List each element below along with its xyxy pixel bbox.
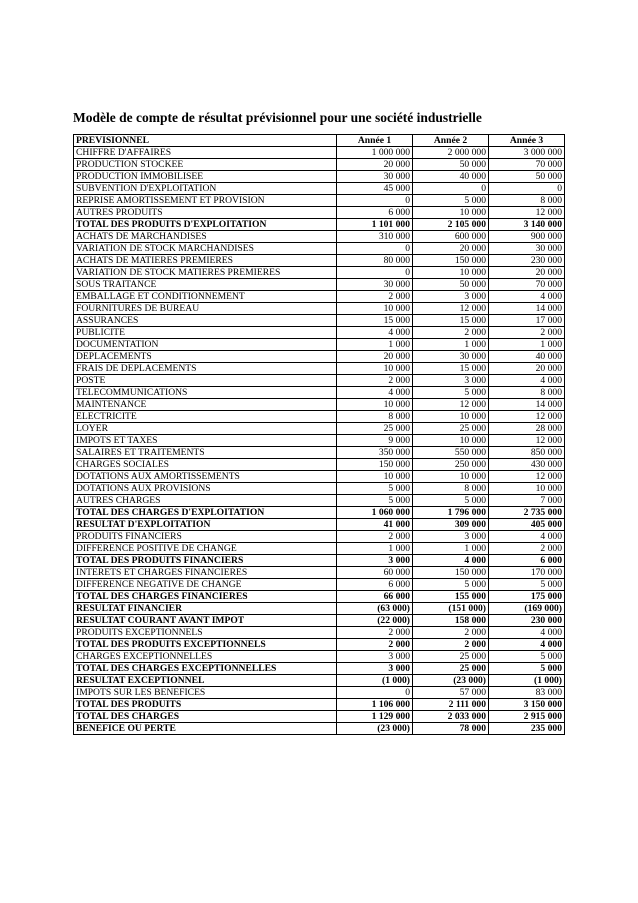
row-value-year-2: 5 000	[413, 195, 489, 207]
table-row	[74, 507, 565, 519]
row-value-year-1: 1 000	[337, 543, 413, 555]
row-value-year-1: 0	[337, 195, 413, 207]
row-label: ELECTRICITE	[74, 411, 337, 423]
row-value-year-2: 3 000	[413, 375, 489, 387]
row-label: PRODUCTION IMMOBILISEE	[74, 171, 337, 183]
table-row	[74, 687, 565, 699]
row-value-year-1: 1 000 000	[337, 147, 413, 159]
table-row	[74, 231, 565, 243]
row-label: MAINTENANCE	[74, 399, 337, 411]
row-value-year-1: 350 000	[337, 447, 413, 459]
row-value-year-2: 0	[413, 183, 489, 195]
row-value-year-1: 1 060 000	[337, 507, 413, 519]
row-value-year-1: 3 000	[337, 555, 413, 567]
row-label: FOURNITURES DE BUREAU	[74, 303, 337, 315]
row-label: SOUS TRAITANCE	[74, 279, 337, 291]
row-value-year-1: (22 000)	[337, 615, 413, 627]
row-value-year-3: 0	[489, 183, 565, 195]
row-label: EMBALLAGE ET CONDITIONNEMENT	[74, 291, 337, 303]
row-value-year-2: 1 000	[413, 339, 489, 351]
row-value-year-3: 12 000	[489, 435, 565, 447]
row-value-year-1: 10 000	[337, 399, 413, 411]
row-value-year-1: (63 000)	[337, 603, 413, 615]
row-value-year-3: 70 000	[489, 279, 565, 291]
row-value-year-1: 0	[337, 267, 413, 279]
table-row	[74, 483, 565, 495]
table-row	[74, 207, 565, 219]
table-row	[74, 555, 565, 567]
row-value-year-2: 250 000	[413, 459, 489, 471]
row-value-year-2: 25 000	[413, 423, 489, 435]
row-value-year-2: (23 000)	[413, 675, 489, 687]
header-year-3: Année 3	[489, 135, 565, 147]
row-value-year-3: 30 000	[489, 243, 565, 255]
row-value-year-3: 7 000	[489, 495, 565, 507]
row-value-year-3: 2 915 000	[489, 711, 565, 723]
row-label: CHIFFRE D'AFFAIRES	[74, 147, 337, 159]
row-value-year-3: 170 000	[489, 567, 565, 579]
table-row	[74, 579, 565, 591]
row-value-year-1: (23 000)	[337, 723, 413, 735]
row-value-year-2: 12 000	[413, 303, 489, 315]
row-value-year-2: 3 000	[413, 291, 489, 303]
row-label: TOTAL DES CHARGES	[74, 711, 337, 723]
row-value-year-2: 600 000	[413, 231, 489, 243]
row-label: VARIATION DE STOCK MATIERES PREMIERES	[74, 267, 337, 279]
row-label: DIFFERENCE NEGATIVE DE CHANGE	[74, 579, 337, 591]
row-value-year-2: 57 000	[413, 687, 489, 699]
row-value-year-2: 25 000	[413, 663, 489, 675]
row-value-year-1: 150 000	[337, 459, 413, 471]
row-value-year-1: 4 000	[337, 327, 413, 339]
table-row	[74, 543, 565, 555]
row-value-year-3: 430 000	[489, 459, 565, 471]
row-value-year-3: 12 000	[489, 411, 565, 423]
row-value-year-3: 6 000	[489, 555, 565, 567]
row-value-year-3: 28 000	[489, 423, 565, 435]
row-label: TOTAL DES PRODUITS EXCEPTIONNELS	[74, 639, 337, 651]
row-label: LOYER	[74, 423, 337, 435]
row-label: PRODUITS FINANCIERS	[74, 531, 337, 543]
table-row	[74, 591, 565, 603]
row-value-year-3: 2 735 000	[489, 507, 565, 519]
row-value-year-1: 2 000	[337, 375, 413, 387]
row-value-year-1: 3 000	[337, 651, 413, 663]
row-value-year-1: 9 000	[337, 435, 413, 447]
row-value-year-1: 60 000	[337, 567, 413, 579]
row-value-year-2: 550 000	[413, 447, 489, 459]
row-value-year-1: (1 000)	[337, 675, 413, 687]
row-value-year-2: 309 000	[413, 519, 489, 531]
table-row	[74, 723, 565, 735]
row-value-year-1: 1 101 000	[337, 219, 413, 231]
table-row	[74, 567, 565, 579]
table-row	[74, 183, 565, 195]
row-value-year-1: 10 000	[337, 471, 413, 483]
row-value-year-1: 8 000	[337, 411, 413, 423]
row-value-year-2: 2 105 000	[413, 219, 489, 231]
row-value-year-3: 3 150 000	[489, 699, 565, 711]
table-row	[74, 327, 565, 339]
row-value-year-3: 4 000	[489, 531, 565, 543]
table-header-row	[74, 135, 565, 147]
row-label: DOCUMENTATION	[74, 339, 337, 351]
row-value-year-1: 1 129 000	[337, 711, 413, 723]
row-value-year-1: 15 000	[337, 315, 413, 327]
table-row	[74, 195, 565, 207]
row-value-year-1: 2 000	[337, 531, 413, 543]
row-value-year-3: 4 000	[489, 627, 565, 639]
row-value-year-2: 8 000	[413, 483, 489, 495]
row-value-year-1: 1 000	[337, 339, 413, 351]
row-value-year-2: 150 000	[413, 255, 489, 267]
table-row	[74, 243, 565, 255]
table-row	[74, 399, 565, 411]
table-body	[74, 147, 565, 735]
row-label: POSTE	[74, 375, 337, 387]
table-row	[74, 711, 565, 723]
row-value-year-1: 1 106 000	[337, 699, 413, 711]
table-row	[74, 603, 565, 615]
row-value-year-1: 10 000	[337, 303, 413, 315]
row-value-year-1: 80 000	[337, 255, 413, 267]
table-row	[74, 387, 565, 399]
row-value-year-3: 70 000	[489, 159, 565, 171]
row-label: TOTAL DES CHARGES EXCEPTIONNELLES	[74, 663, 337, 675]
row-label: ASSURANCES	[74, 315, 337, 327]
row-value-year-1: 5 000	[337, 483, 413, 495]
row-value-year-3: 4 000	[489, 639, 565, 651]
row-value-year-1: 4 000	[337, 387, 413, 399]
row-label: PRODUCTION STOCKEE	[74, 159, 337, 171]
row-value-year-1: 6 000	[337, 579, 413, 591]
row-value-year-3: 1 000	[489, 339, 565, 351]
row-value-year-1: 0	[337, 687, 413, 699]
row-value-year-3: (169 000)	[489, 603, 565, 615]
row-value-year-3: 405 000	[489, 519, 565, 531]
table-row	[74, 447, 565, 459]
row-value-year-2: 158 000	[413, 615, 489, 627]
row-label: PUBLICITE	[74, 327, 337, 339]
row-value-year-1: 3 000	[337, 663, 413, 675]
row-value-year-1: 20 000	[337, 159, 413, 171]
row-value-year-3: 175 000	[489, 591, 565, 603]
row-value-year-3: 3 000 000	[489, 147, 565, 159]
income-statement-table	[73, 134, 565, 735]
table-row	[74, 423, 565, 435]
row-value-year-1: 20 000	[337, 351, 413, 363]
header-label-column: PREVISIONNEL	[74, 135, 337, 147]
table-row	[74, 375, 565, 387]
row-label: RESULTAT FINANCIER	[74, 603, 337, 615]
row-value-year-1: 66 000	[337, 591, 413, 603]
row-label: TOTAL DES CHARGES FINANCIERES	[74, 591, 337, 603]
row-value-year-3: 17 000	[489, 315, 565, 327]
header-year-1: Année 1	[337, 135, 413, 147]
row-value-year-2: 155 000	[413, 591, 489, 603]
row-value-year-3: (1 000)	[489, 675, 565, 687]
row-value-year-1: 0	[337, 243, 413, 255]
table-row	[74, 459, 565, 471]
table-row	[74, 279, 565, 291]
row-value-year-2: 20 000	[413, 243, 489, 255]
table-row	[74, 147, 565, 159]
row-value-year-2: 12 000	[413, 399, 489, 411]
row-label: SALAIRES ET TRAITEMENTS	[74, 447, 337, 459]
row-value-year-2: 3 000	[413, 531, 489, 543]
row-label: TOTAL DES PRODUITS	[74, 699, 337, 711]
row-value-year-1: 45 000	[337, 183, 413, 195]
row-label: AUTRES PRODUITS	[74, 207, 337, 219]
row-value-year-3: 20 000	[489, 363, 565, 375]
row-label: INTERETS ET CHARGES FINANCIERES	[74, 567, 337, 579]
table-row	[74, 219, 565, 231]
row-value-year-2: 2 033 000	[413, 711, 489, 723]
row-label: CHARGES SOCIALES	[74, 459, 337, 471]
table-row	[74, 663, 565, 675]
row-value-year-3: 12 000	[489, 207, 565, 219]
row-value-year-3: 8 000	[489, 387, 565, 399]
row-value-year-3: 14 000	[489, 303, 565, 315]
row-label: RESULTAT EXCEPTIONNEL	[74, 675, 337, 687]
row-value-year-3: 3 140 000	[489, 219, 565, 231]
table-row	[74, 171, 565, 183]
row-value-year-2: 1 796 000	[413, 507, 489, 519]
row-value-year-1: 2 000	[337, 291, 413, 303]
row-value-year-1: 310 000	[337, 231, 413, 243]
row-label: VARIATION DE STOCK MARCHANDISES	[74, 243, 337, 255]
row-value-year-1: 2 000	[337, 627, 413, 639]
row-label: DOTATIONS AUX PROVISIONS	[74, 483, 337, 495]
row-value-year-1: 5 000	[337, 495, 413, 507]
row-value-year-3: 5 000	[489, 579, 565, 591]
row-value-year-2: 2 000	[413, 327, 489, 339]
row-label: REPRISE AMORTISSEMENT ET PROVISION	[74, 195, 337, 207]
row-value-year-2: 2 000	[413, 627, 489, 639]
row-value-year-3: 20 000	[489, 267, 565, 279]
row-label: FRAIS DE DEPLACEMENTS	[74, 363, 337, 375]
row-value-year-2: 5 000	[413, 579, 489, 591]
table-row	[74, 615, 565, 627]
row-value-year-3: 10 000	[489, 483, 565, 495]
table-row	[74, 495, 565, 507]
table-row	[74, 519, 565, 531]
row-label: DIFFERENCE POSITIVE DE CHANGE	[74, 543, 337, 555]
row-value-year-3: 230 000	[489, 255, 565, 267]
row-label: TELECOMMUNICATIONS	[74, 387, 337, 399]
row-value-year-2: 15 000	[413, 315, 489, 327]
row-value-year-2: 78 000	[413, 723, 489, 735]
row-value-year-2: 4 000	[413, 555, 489, 567]
row-value-year-1: 41 000	[337, 519, 413, 531]
row-value-year-2: 30 000	[413, 351, 489, 363]
row-label: DOTATIONS AUX AMORTISSEMENTS	[74, 471, 337, 483]
table-row	[74, 411, 565, 423]
row-value-year-2: 15 000	[413, 363, 489, 375]
row-value-year-1: 10 000	[337, 363, 413, 375]
row-value-year-2: 50 000	[413, 159, 489, 171]
row-value-year-2: 10 000	[413, 411, 489, 423]
table-row	[74, 255, 565, 267]
row-label: SUBVENTION D'EXPLOITATION	[74, 183, 337, 195]
table-row	[74, 435, 565, 447]
row-value-year-3: 12 000	[489, 471, 565, 483]
table-row	[74, 267, 565, 279]
page-title: Modèle de compte de résultat prévisionnel pour une société industrielle	[73, 110, 482, 125]
row-value-year-3: 8 000	[489, 195, 565, 207]
row-value-year-3: 2 000	[489, 543, 565, 555]
table-row	[74, 159, 565, 171]
row-value-year-3: 2 000	[489, 327, 565, 339]
row-value-year-2: 10 000	[413, 207, 489, 219]
row-value-year-2: 10 000	[413, 471, 489, 483]
table-row	[74, 675, 565, 687]
row-label: ACHATS DE MATIERES PREMIERES	[74, 255, 337, 267]
row-value-year-2: 10 000	[413, 435, 489, 447]
row-value-year-2: 5 000	[413, 387, 489, 399]
row-label: IMPOTS ET TAXES	[74, 435, 337, 447]
row-label: TOTAL DES CHARGES D'EXPLOITATION	[74, 507, 337, 519]
row-value-year-1: 25 000	[337, 423, 413, 435]
row-value-year-2: 5 000	[413, 495, 489, 507]
row-value-year-2: 25 000	[413, 651, 489, 663]
table-row	[74, 351, 565, 363]
table-row	[74, 639, 565, 651]
row-label: CHARGES EXCEPTIONNELLES	[74, 651, 337, 663]
table-row	[74, 315, 565, 327]
row-label: RESULTAT COURANT AVANT IMPOT	[74, 615, 337, 627]
table-row	[74, 303, 565, 315]
row-value-year-2: 2 000	[413, 639, 489, 651]
row-label: BENEFICE OU PERTE	[74, 723, 337, 735]
table-row	[74, 339, 565, 351]
row-label: RESULTAT D'EXPLOITATION	[74, 519, 337, 531]
row-value-year-3: 83 000	[489, 687, 565, 699]
row-value-year-3: 5 000	[489, 651, 565, 663]
row-value-year-3: 5 000	[489, 663, 565, 675]
header-year-2: Année 2	[413, 135, 489, 147]
row-value-year-3: 4 000	[489, 291, 565, 303]
row-value-year-2: 50 000	[413, 279, 489, 291]
row-value-year-3: 14 000	[489, 399, 565, 411]
table-row	[74, 699, 565, 711]
row-label: ACHATS DE MARCHANDISES	[74, 231, 337, 243]
row-value-year-3: 235 000	[489, 723, 565, 735]
row-value-year-2: 2 111 000	[413, 699, 489, 711]
table-row	[74, 651, 565, 663]
row-label: TOTAL DES PRODUITS D'EXPLOITATION	[74, 219, 337, 231]
row-label: IMPOTS SUR LES BENEFICES	[74, 687, 337, 699]
row-value-year-1: 30 000	[337, 279, 413, 291]
row-value-year-3: 900 000	[489, 231, 565, 243]
row-value-year-1: 30 000	[337, 171, 413, 183]
row-value-year-3: 850 000	[489, 447, 565, 459]
row-value-year-3: 50 000	[489, 171, 565, 183]
table-row	[74, 531, 565, 543]
row-label: PRODUITS EXCEPTIONNELS	[74, 627, 337, 639]
row-value-year-1: 6 000	[337, 207, 413, 219]
row-label: AUTRES CHARGES	[74, 495, 337, 507]
row-value-year-2: 10 000	[413, 267, 489, 279]
table-row	[74, 291, 565, 303]
table-row	[74, 363, 565, 375]
row-value-year-1: 2 000	[337, 639, 413, 651]
table-row	[74, 627, 565, 639]
table-row	[74, 471, 565, 483]
row-value-year-3: 4 000	[489, 375, 565, 387]
row-label: DEPLACEMENTS	[74, 351, 337, 363]
row-value-year-3: 230 000	[489, 615, 565, 627]
row-value-year-2: 40 000	[413, 171, 489, 183]
row-value-year-2: (151 000)	[413, 603, 489, 615]
row-value-year-3: 40 000	[489, 351, 565, 363]
row-value-year-2: 1 000	[413, 543, 489, 555]
row-label: TOTAL DES PRODUITS FINANCIERS	[74, 555, 337, 567]
row-value-year-2: 2 000 000	[413, 147, 489, 159]
row-value-year-2: 150 000	[413, 567, 489, 579]
